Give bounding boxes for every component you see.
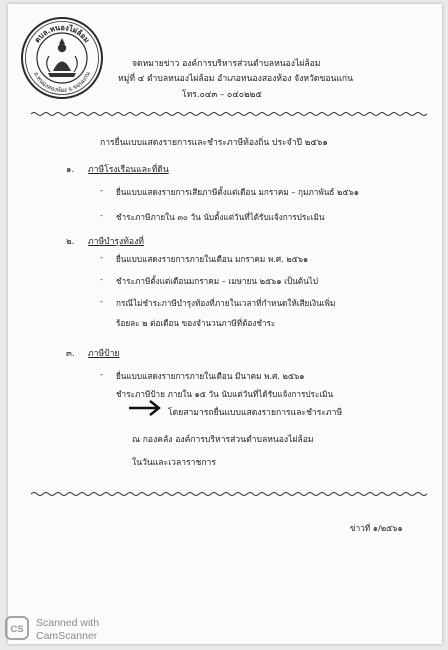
organization-seal-logo (20, 16, 104, 100)
document-title: การยื่นแบบแสดงรายการและชำระภาษีท้องถิ่น ประจำปี ๒๕๖๑ (100, 138, 328, 148)
camscanner-logo-icon (5, 616, 29, 640)
svg-text:อ.หนองสองห้อง จ.ขอนแก่น: อ.หนองสองห้อง จ.ขอนแก่น (32, 70, 92, 95)
wavy-divider-top (31, 111, 427, 117)
list-item: ชำระภาษีป้าย ภายใน ๑๕ วัน นับแต่วันที่ได้รับแจ้งการประเมิน (116, 389, 334, 399)
list-item: ยื่นแบบแสดงรายการภายในเดือน มีนาคม พ.ศ. ๒๕๖๑ (116, 371, 305, 381)
news-number: ข่าวที่ ๑/๒๕๖๑ (350, 523, 403, 533)
list-item: กรณีไม่ชำระภาษีบำรุงท้องที่ภายในเวลาที่กำหนดให้เสียเงินเพิ่ม (116, 298, 336, 308)
list-item: ชำระภาษีตั้งแต่เดือนมกราคม – เมษายน ๒๕๖๑ เป็นต้นไป (116, 276, 319, 286)
section-heading: ภาษีโรงเรือนและที่ดิน (88, 165, 169, 175)
wavy-divider-bottom (31, 491, 427, 497)
list-item-continuation: ร้อยละ ๒ ต่อเดือน ของจำนวนภาษีที่ต้องชำระ (116, 318, 276, 328)
section-heading: ภาษีป้าย (88, 349, 120, 359)
section-heading: ภาษีบำรุงท้องที่ (88, 237, 144, 247)
note-line-2: ณ กองคลัง องค์การบริหารส่วนตำบลหนองไผ่ล้อม (132, 435, 314, 445)
document-page (8, 4, 442, 644)
watermark-line-1: Scanned with (36, 617, 100, 629)
list-bullet: - (100, 297, 103, 306)
right-arrow-icon (128, 399, 162, 417)
list-bullet: - (100, 370, 103, 379)
section-number: ๓. (66, 349, 75, 359)
list-item: ชำระภาษีภายใน ๓๐ วัน นับตั้งแต่วันที่ได้รับแจ้งการประเมิน (116, 212, 325, 222)
header-line-1: จดหมายข่าว องค์การบริหารส่วนตำบลหนองไผ่ล้อม (132, 59, 321, 69)
section-number: ๑. (66, 165, 75, 175)
list-bullet: - (100, 253, 103, 262)
list-bullet: - (100, 211, 103, 220)
note-line-1: โดยสามารถยื่นแบบแสดงรายการและชำระภาษี (168, 408, 343, 418)
svg-text:CS: CS (10, 624, 24, 635)
section-number: ๒. (66, 237, 75, 247)
svg-text:ตบล.หนองไผ่ล้อม: ตบล.หนองไผ่ล้อม (32, 22, 92, 45)
header-phone: โทร.๐๔๓ – ๐๔๐๒๒๕ (182, 90, 262, 100)
list-bullet: - (100, 186, 103, 195)
list-bullet: - (100, 275, 103, 284)
list-item: ยื่นแบบแสดงรายการเสียภาษีตั้งแต่เดือน มกราคม – กุมภาพันธ์ ๒๕๖๑ (116, 187, 359, 197)
watermark-line-2: CamScanner (36, 630, 98, 642)
header-line-2: หมู่ที่ ๔ ตำบลหนองไผ่ล้อม อำเภอหนองสองห้อง จังหวัดขอนแก่น (118, 74, 354, 84)
list-item: ยื่นแบบแสดงรายการภายในเดือน มกราคม พ.ศ. ๒๕๖๑ (116, 254, 309, 264)
note-line-3: ในวันและเวลาราชการ (132, 458, 216, 468)
